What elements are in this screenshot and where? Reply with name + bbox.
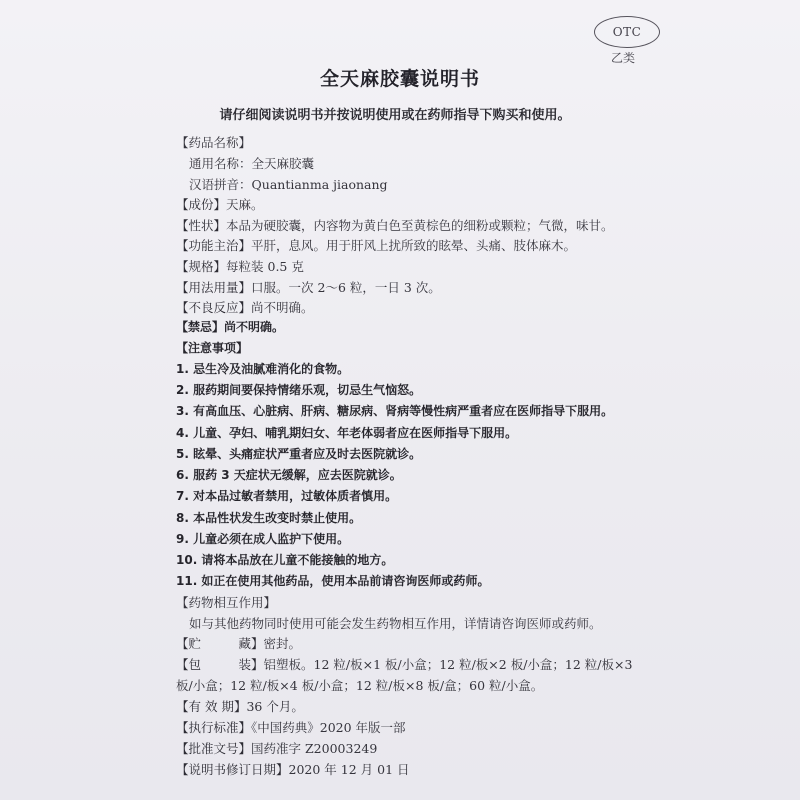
standard-row (176, 718, 406, 736)
precautions-header: 【注意事项】 (176, 341, 249, 355)
packaging-value: 铝塑板。12 粒/板×1 板/小盒；12 粒/板×2 板/小盒；12 粒/板×3 (263, 657, 633, 672)
packaging-header: 【包 装】 (176, 657, 264, 672)
generic-name-value: 全天麻胶囊 (251, 156, 315, 171)
generic-name-label: 通用名称： (189, 156, 252, 171)
dosage-row (176, 278, 441, 296)
precaution-item: 1. 忌生冷及油腻难消化的食物。 (176, 362, 350, 376)
precaution-item: 10. 请将本品放在儿童不能接触的地方。 (176, 553, 394, 567)
storage-row (176, 634, 301, 652)
pinyin-value: Quantianma jiaonang (251, 177, 388, 192)
generic-name-row (189, 154, 314, 172)
contraindications-row (176, 318, 284, 335)
precaution-item: 4. 儿童、孕妇、哺乳期妇女、年老体弱者应在医师指导下服用。 (176, 426, 518, 440)
approval-header: 【批准文号】 (176, 741, 252, 756)
dosage-header: 【用法用量】 (176, 280, 252, 295)
precaution-item: 5. 眩晕、头痛症状严重者应及时去医院就诊。 (176, 447, 422, 461)
standard-value: 《中国药典》2020 年版一部 (251, 720, 406, 735)
indications-header: 【功能主治】 (176, 238, 252, 253)
spec-row (176, 257, 304, 275)
properties-header: 【性状】 (176, 218, 227, 233)
contraindications-value: 尚不明确。 (224, 320, 285, 334)
adverse-value: 尚不明确。 (251, 300, 314, 315)
pinyin-row (189, 175, 388, 193)
dosage-value: 口服。一次 2～6 粒，一日 3 次。 (251, 280, 441, 295)
storage-value: 密封。 (263, 636, 302, 651)
precaution-item: 6. 服药 3 天症状无缓解，应去医院就诊。 (176, 468, 402, 482)
precaution-item: 9. 儿童必须在成人监护下使用。 (176, 532, 350, 546)
validity-header: 【有 效 期】 (176, 699, 247, 714)
drug-name-header: 【药品名称】 (176, 135, 252, 150)
advisory-note: 请仔细阅读说明书并按说明使用或在药师指导下购买和使用。 (219, 108, 571, 123)
revision-row (176, 760, 410, 778)
spec-value: 每粒装 0.5 克 (226, 259, 304, 274)
adverse-row (176, 298, 314, 316)
packaging-continued: 板/小盒；12 粒/板×4 板/小盒；12 粒/板×8 板/盒；60 粒/小盒。 (176, 678, 544, 693)
properties-row (176, 216, 614, 234)
precaution-item: 8. 本品性状发生改变时禁止使用。 (176, 511, 362, 525)
ingredients-header: 【成份】 (176, 197, 227, 212)
ingredients-row (176, 195, 264, 213)
validity-value: 36 个月。 (246, 699, 304, 714)
otc-badge-label: OTC (612, 25, 642, 39)
interactions-value: 如与其他药物同时使用可能会发生药物相互作用，详情请咨询医师或药师。 (189, 616, 602, 631)
precaution-item: 2. 服药期间要保持情绪乐观，切忌生气恼怒。 (176, 383, 422, 397)
precaution-item: 7. 对本品过敏者禁用，过敏体质者慎用。 (176, 489, 398, 503)
contraindications-header: 【禁忌】 (176, 320, 225, 334)
otc-category: 乙类 (611, 51, 636, 65)
revision-value: 2020 年 12 月 01 日 (288, 762, 410, 777)
approval-value: 国药准字 Z20003249 (251, 741, 378, 756)
properties-value: 本品为硬胶囊，内容物为黄白色至黄棕色的细粉或颗粒；气微，味甘。 (226, 218, 614, 233)
indications-row (176, 236, 576, 254)
ingredients-value: 天麻。 (226, 197, 264, 212)
packaging-row (176, 655, 632, 673)
validity-row (176, 697, 304, 715)
interactions-header: 【药物相互作用】 (176, 595, 277, 610)
storage-header: 【贮 藏】 (176, 636, 264, 651)
precaution-item: 11. 如正在使用其他药品，使用本品前请咨询医师或药师。 (176, 574, 490, 588)
approval-row (176, 739, 377, 757)
precaution-item: 3. 有高血压、心脏病、肝病、糖尿病、肾病等慢性病严重者应在医师指导下服用。 (176, 404, 614, 418)
revision-header: 【说明书修订日期】 (176, 762, 289, 777)
adverse-header: 【不良反应】 (176, 300, 252, 315)
document-title: 全天麻胶囊说明书 (319, 68, 480, 90)
indications-value: 平肝，息风。用于肝风上扰所致的眩晕、头痛、肢体麻木。 (251, 238, 577, 253)
pinyin-label: 汉语拼音： (189, 177, 252, 192)
otc-badge (594, 16, 660, 48)
spec-header: 【规格】 (176, 259, 227, 274)
standard-header: 【执行标准】 (176, 720, 252, 735)
